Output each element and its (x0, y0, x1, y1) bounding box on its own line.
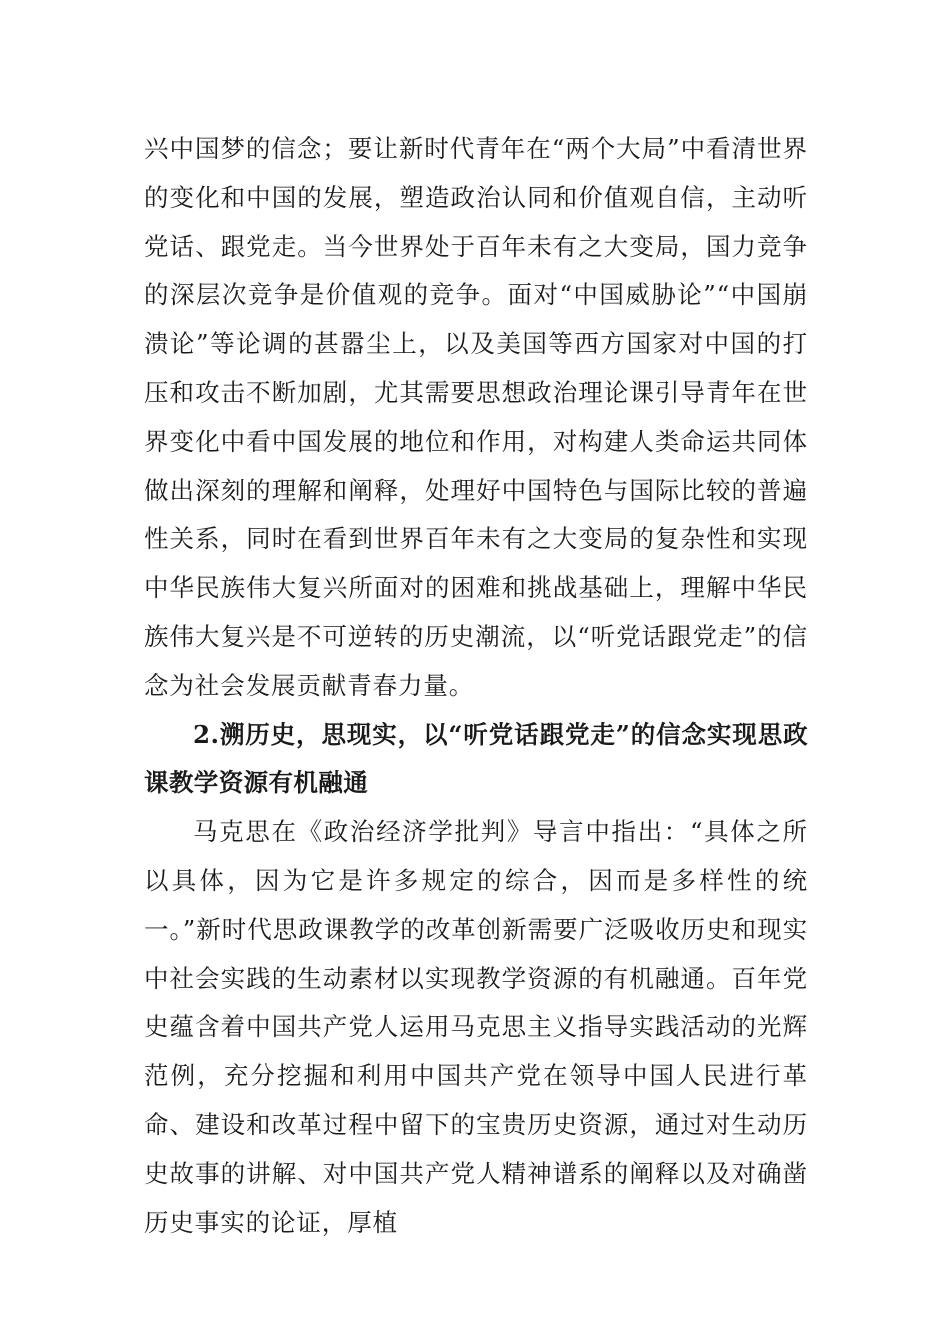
section-heading: 2.溯历史，思现实，以“听党话跟党走”的信念实现思政课教学资源有机融通 (144, 719, 808, 798)
paragraph-continued: 兴中国梦的信念；要让新时代青年在“两个大局”中看清世界的变化和中国的发展，塑造政治认同和价值观自信，主动听党话、跟党走。当今世界处于百年未有之大变局，国力竞争的深层次竞争是价值观的竞争。面对“中国威胁论”“中国崩溃论”等论调的甚嚣尘上，以及美国等西方国家对中国的打压和攻击不断加剧，尤其需要思想政治理论课引导青年在世界变化中看中国发展的地位和作用，对构建人类命运共同体做出深刻的理解和阐释，处理好中国特色与国际比较的普遍性关系，同时在看到世界百年未有之大变局的复杂性和实现中华民族伟大复兴所面对的困难和挑战基础上，理解中华民族伟大复兴是不可逆转的历史潮流，以“听党话跟党走”的信念为社会发展贡献青春力量。 (144, 134, 808, 700)
paragraph-marx-quote: 马克思在《政治经济学批判》导言中指出：“具体之所以具体，因为它是许多规定的综合，因而是多样性的统一。”新时代思政课教学的改革创新需要广泛吸收历史和现实中社会实践的生动素材以实现教学资源的有机融通。百年党史蕴含着中国共产党人运用马克思主义指导实践活动的光辉范例，充分挖掘和利用中国共产党在领导中国人民进行革命、建设和改革过程中留下的宝贵历史资源，通过对生动历史故事的讲解、对中国共产党人精神谱系的阐释以及对确凿历史事实的论证，厚植 (144, 817, 808, 1237)
document-body (144, 125, 808, 1247)
